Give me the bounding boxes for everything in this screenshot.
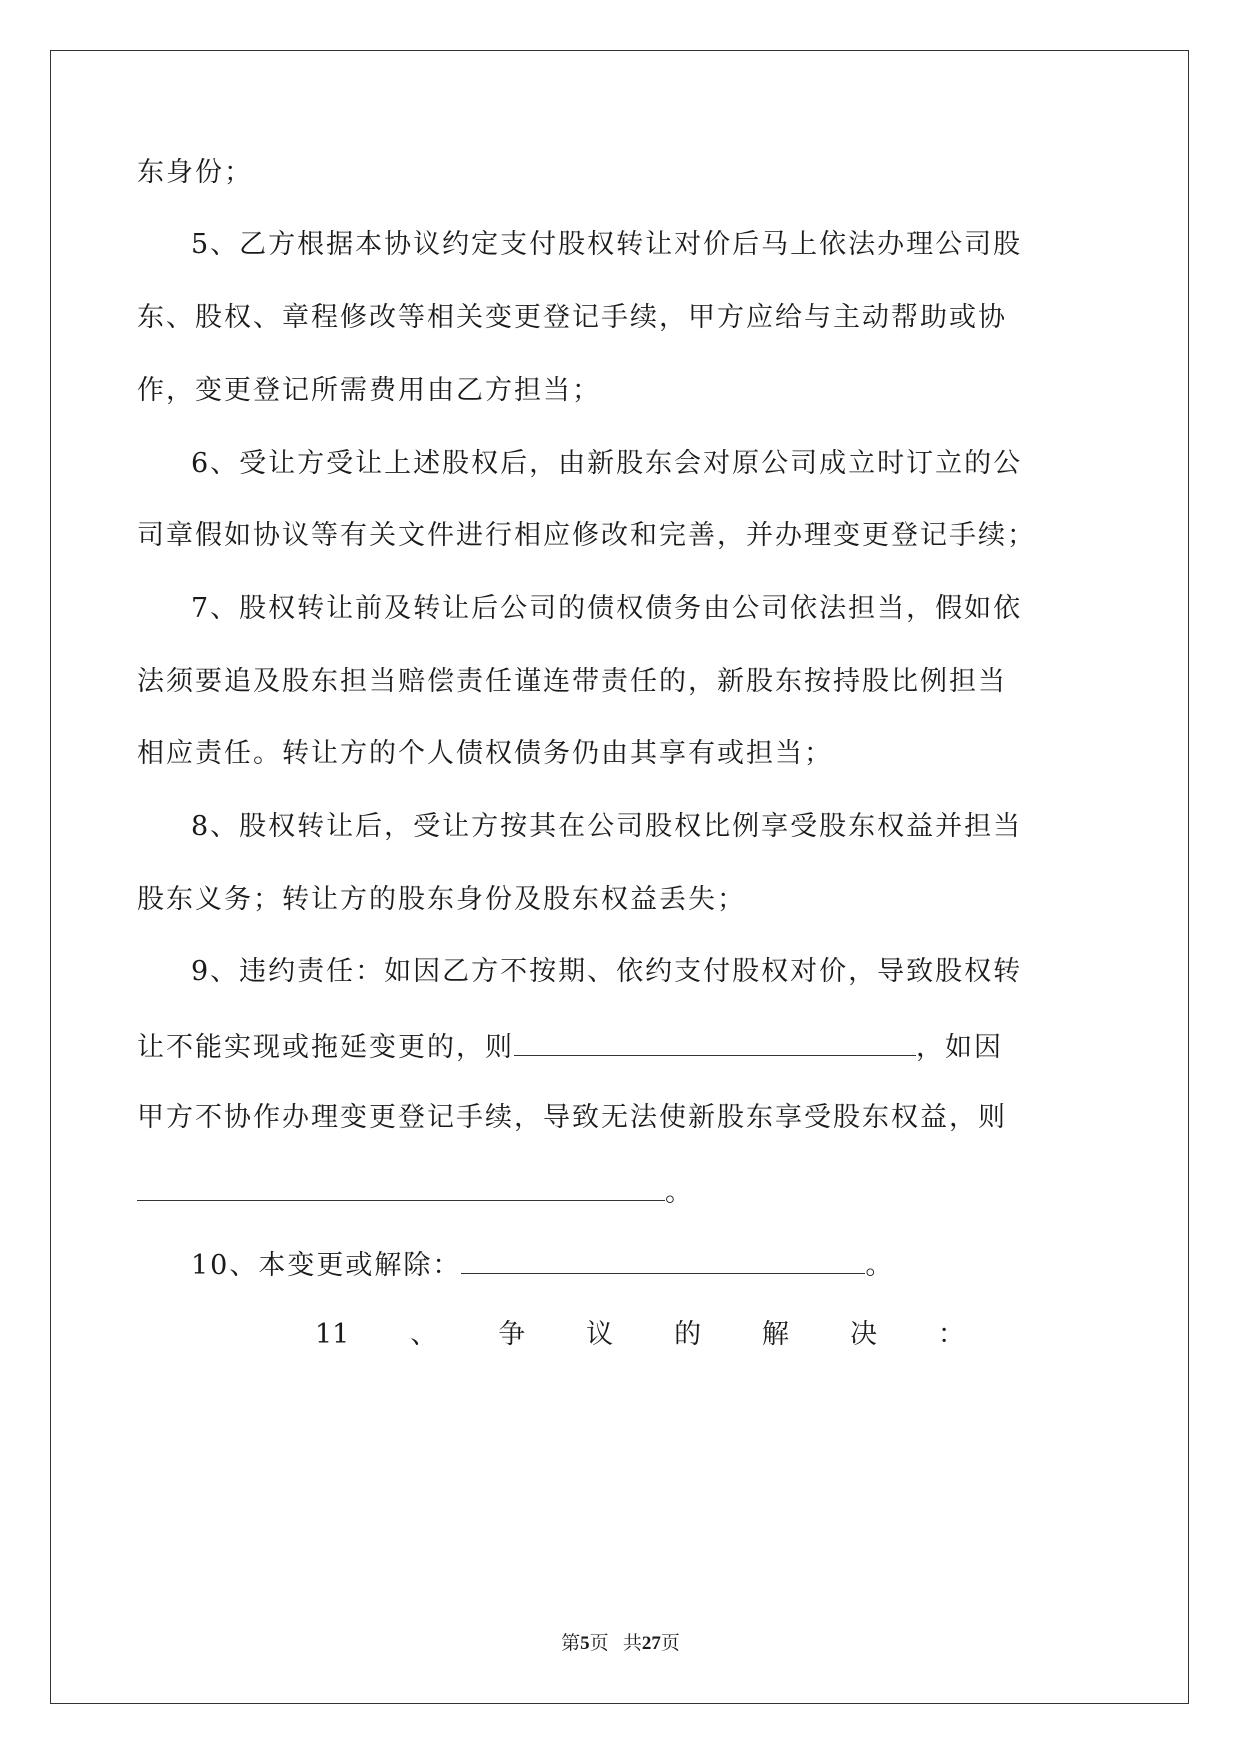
text-line-16 [0,1243,1241,1283]
page-footer [0,1632,1241,1656]
text-line-8: 法须要追及股东担当赔偿责任谨连带责任的，新股东按持股比例担当 [137,666,1007,697]
line-17-part: 的 [674,1319,702,1350]
text-line-1: 东身份； [137,157,253,188]
line-17-part: ： [937,1319,965,1350]
text-line-16-end: 。 [865,1250,895,1281]
line-17-part: 议 [586,1319,614,1350]
text-line-16-start: 10、本变更或解除： [191,1250,462,1281]
text-line-13 [0,1025,1241,1065]
text-line-7: 7、股权转让前及转让后公司的债权债务由公司依法担当，假如依 [191,593,1023,624]
line-17-part: 争 [498,1319,526,1350]
line-17-part: 、 [410,1319,438,1350]
footer-prefix: 第 [561,1633,581,1654]
text-line-15 [0,1170,1241,1210]
fill-blank-3[interactable] [461,1243,865,1274]
footer-total-pages: 27 [641,1633,661,1654]
footer-page-number: 5 [580,1633,590,1654]
text-line-5: 6、受让方受让上述股权后，由新股东会对原公司成立时订立的公 [191,448,1023,479]
line-17-part: 11 [315,1319,350,1350]
line-17-part: 决 [849,1319,877,1350]
text-line-6: 司章假如协议等有关文件进行相应修改和完善，并办理变更登记手续； [137,520,1036,551]
text-line-4: 作，变更登记所需费用由乙方担当； [137,375,601,406]
text-line-14: 甲方不协作办理变更登记手续，导致无法使新股东享受股东权益，则 [137,1102,1007,1133]
text-line-11: 股东义务；转让方的股东身份及股东权益丢失； [137,884,746,915]
footer-suffix: 页 [660,1633,680,1654]
text-line-17 [315,1315,965,1355]
text-line-10: 8、股权转让后，受让方按其在公司股权比例享受股东权益并担当 [191,811,1023,842]
text-line-13-end: ，如因 [916,1032,1003,1063]
text-line-15-end: 。 [665,1177,694,1208]
footer-mid: 页 共 [589,1633,642,1654]
text-line-12: 9、违约责任：如因乙方不按期、依约支付股权对价，导致股权转 [191,956,1023,987]
text-line-2: 5、乙方根据本协议约定支付股权转让对价后马上依法办理公司股 [191,229,1023,260]
fill-blank-2[interactable] [137,1170,665,1201]
text-line-9: 相应责任。转让方的个人债权债务仍由其享有或担当； [137,738,833,769]
fill-blank-1[interactable] [514,1025,916,1056]
text-line-13-start: 让不能实现或拖延变更的，则 [137,1032,514,1063]
line-17-part: 解 [762,1319,790,1350]
text-line-3: 东、股权、章程修改等相关变更登记手续，甲方应给与主动帮助或协 [137,302,1007,333]
